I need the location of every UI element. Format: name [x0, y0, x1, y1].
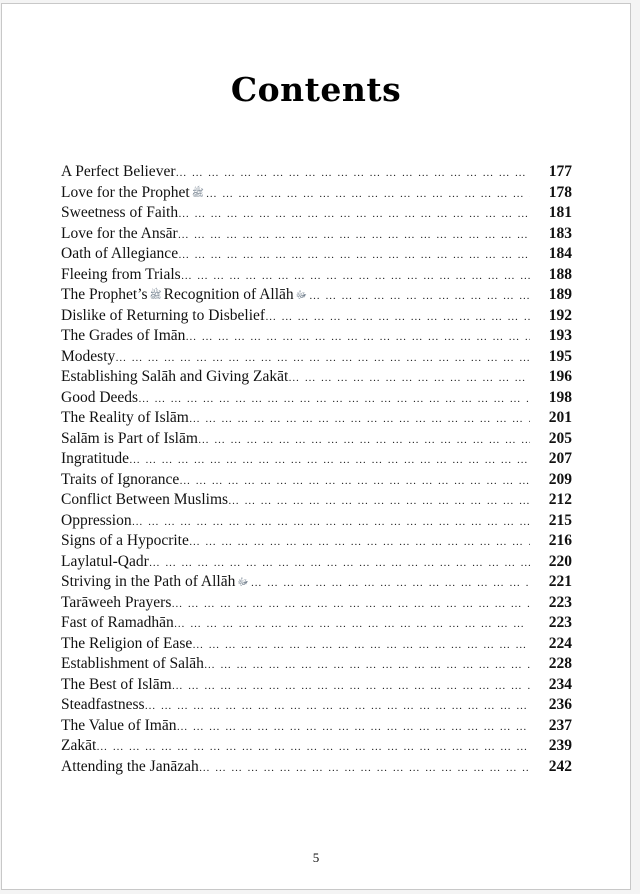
toc-entry-title [61, 511, 132, 532]
dot-leader [145, 696, 530, 716]
dot-leader [179, 471, 530, 491]
toc-entry[interactable] [61, 326, 572, 347]
toc-entry[interactable] [61, 367, 572, 388]
dot-leader [115, 348, 530, 368]
toc-entry-page-number: 209 [548, 470, 572, 488]
toc-entry-page-number: 216 [548, 532, 572, 549]
toc-entry[interactable] [61, 572, 572, 593]
toc-entry[interactable] [61, 224, 572, 245]
toc-entry[interactable] [61, 429, 572, 450]
toc-entry-title [61, 675, 172, 696]
toc-entry-page-number: 212 [548, 491, 572, 508]
dot-leader [132, 512, 530, 532]
toc-entry[interactable] [61, 470, 572, 491]
toc-entry-title-text: Traits of Ignorance [61, 470, 180, 488]
toc-entry-title [61, 572, 251, 593]
toc-entry-title-text: Salām is Part of Islām [61, 429, 198, 447]
toc-entry-title-text: Ingratitude [61, 450, 130, 467]
toc-entry-page-number: 193 [548, 327, 572, 344]
dot-leader [96, 737, 530, 757]
toc-entry-page-number: 177 [548, 163, 572, 180]
toc-entry-title-text: The Prophet’s [61, 286, 148, 303]
toc-entry[interactable] [61, 388, 572, 409]
toc-entry-title-text: The Grades of Imān [61, 327, 186, 344]
document-page [1, 3, 631, 890]
toc-entry-title [61, 490, 228, 511]
toc-entry-page-number: 184 [548, 245, 572, 262]
toc-entry-title [61, 285, 309, 306]
toc-entry[interactable] [61, 736, 572, 757]
toc-entry-title [61, 306, 265, 327]
toc-entry-title-text: Tarāweeh Prayers [61, 593, 172, 611]
toc-entry[interactable] [61, 265, 572, 286]
toc-entry-title-text: Good Deeds [61, 388, 139, 406]
toc-entry[interactable] [61, 449, 572, 470]
toc-entry-title-text: Steadfastness [61, 696, 145, 713]
toc-entry-page-number: 239 [548, 737, 572, 754]
toc-entry-title [61, 347, 115, 368]
toc-entry-page-number: 183 [548, 224, 572, 242]
page-number: 5 [312, 850, 320, 865]
toc-entry-title-text: The Religion of Ease [61, 634, 193, 652]
toc-entry-title [61, 613, 174, 634]
dot-leader [204, 655, 530, 675]
toc-entry-title-text: Establishment of Salāh [61, 655, 204, 672]
toc-entry[interactable] [61, 757, 572, 778]
toc-entry-title [61, 388, 138, 409]
toc-entry-title-text: Sweetness of Faith [61, 204, 179, 221]
toc-entry-title [61, 367, 288, 388]
toc-entry-page-number: 223 [548, 593, 572, 611]
dot-leader [177, 717, 531, 737]
toc-entry[interactable] [61, 552, 572, 573]
toc-entry[interactable] [61, 511, 572, 532]
dot-leader [178, 245, 530, 265]
toc-entry-title-text: Attending the Janāzah [61, 757, 199, 775]
toc-entry[interactable] [61, 162, 572, 183]
toc-entry-page-number: 189 [548, 286, 572, 303]
toc-entry-title-text: Modesty [61, 347, 116, 365]
toc-entry-title-text: Conflict Between Muslims [61, 491, 229, 508]
toc-entry[interactable] [61, 675, 572, 696]
dot-leader [178, 204, 530, 224]
dot-leader [251, 573, 530, 593]
toc-entry[interactable] [61, 531, 572, 552]
toc-entry-page-number: 192 [548, 306, 572, 324]
dot-leader [178, 225, 530, 245]
toc-entry-title-text: Love for the Prophet [61, 183, 190, 201]
toc-entry-title-text: Fast of Ramadhān [61, 614, 174, 631]
dot-leader [171, 594, 530, 614]
toc-entry-page-number: 188 [548, 265, 572, 283]
toc-entry-title [61, 449, 129, 470]
toc-entry-page-number: 223 [548, 614, 572, 631]
toc-entry-title [61, 183, 206, 204]
dot-leader [189, 532, 530, 552]
toc-entry[interactable] [61, 716, 572, 737]
toc-entry-page-number: 242 [548, 757, 572, 775]
toc-entry-page-number: 178 [548, 183, 572, 201]
page-title: Contents [230, 70, 402, 109]
toc-entry-page-number: 237 [548, 716, 572, 734]
toc-entry-title-text: Fleeing from Trials [61, 265, 181, 283]
dot-leader [265, 307, 530, 327]
toc-entry[interactable] [61, 613, 572, 634]
toc-entry-page-number: 234 [548, 675, 572, 693]
dot-leader [189, 409, 530, 429]
toc-entry-title-text: Laylatul-Qadr [61, 552, 149, 570]
toc-entry-title-text: Zakāt [61, 737, 97, 754]
dot-leader [309, 286, 530, 306]
toc-entry-title [61, 736, 96, 757]
toc-entry-title [61, 654, 204, 675]
toc-entry[interactable] [61, 203, 572, 224]
dot-leader [172, 676, 530, 696]
toc-entry-page-number: 181 [548, 204, 572, 221]
toc-entry-title [61, 326, 185, 347]
toc-entry[interactable] [61, 183, 572, 204]
toc-entry-page-number: 196 [548, 368, 572, 385]
toc-entry-title [61, 634, 192, 655]
honorific-icon: ﷻ [295, 290, 307, 301]
toc-entry-page-number: 224 [548, 634, 572, 652]
toc-entry-title-text: Signs of a Hypocrite [61, 532, 189, 549]
toc-entry-title [61, 716, 177, 737]
toc-entry-title-continued: Recognition of Allāh [163, 286, 294, 303]
toc-entry-page-number: 205 [548, 429, 572, 447]
honorific-icon: ﷺ [191, 187, 204, 199]
dot-leader [192, 635, 530, 655]
toc-entry[interactable] [61, 593, 572, 614]
toc-entry-page-number: 207 [548, 450, 572, 467]
honorific-icon: ﷺ [149, 290, 162, 301]
toc-entry[interactable] [61, 408, 572, 429]
toc-entry[interactable] [61, 695, 572, 716]
toc-entry-title-text: The Best of Islām [61, 675, 172, 693]
toc-entry[interactable] [61, 490, 572, 511]
toc-entry-page-number: 228 [548, 655, 572, 672]
toc-entry-title-text: The Value of Imān [61, 716, 177, 734]
toc-entry-page-number: 195 [548, 347, 572, 365]
toc-entry-title-text: Dislike of Returning to Disbelief [61, 306, 266, 324]
toc-entry[interactable] [61, 347, 572, 368]
dot-leader [175, 163, 530, 183]
toc-entry-title [61, 162, 175, 183]
toc-entry-title-text: Love for the Ansār [61, 224, 178, 242]
toc-entry-title [61, 470, 179, 491]
dot-leader [138, 389, 530, 409]
toc-entry-title [61, 429, 198, 450]
toc-entry-title [61, 244, 178, 265]
toc-entry-title-text: The Reality of Islām [61, 409, 189, 426]
dot-leader [288, 368, 530, 388]
toc-entry[interactable] [61, 306, 572, 327]
dot-leader [228, 491, 530, 511]
toc-entry-page-number: 198 [548, 388, 572, 406]
toc-entry-page-number: 201 [548, 409, 572, 426]
dot-leader [181, 266, 530, 286]
toc-entry-title [61, 593, 171, 614]
dot-leader [149, 553, 530, 573]
toc-entry-page-number: 215 [548, 511, 572, 529]
toc-entry-title [61, 203, 178, 224]
dot-leader [206, 184, 530, 204]
toc-entry-title-text: Oath of Allegiance [61, 245, 179, 262]
toc-entry-title [61, 552, 149, 573]
dot-leader [129, 450, 530, 470]
toc-entry-title-text: Establishing Salāh and Giving Zakāt [61, 368, 289, 385]
honorific-icon: ﷻ [237, 577, 249, 588]
dot-leader [174, 614, 530, 634]
toc-entry[interactable] [61, 244, 572, 265]
toc-entry-page-number: 220 [548, 552, 572, 570]
table-of-contents [61, 162, 572, 777]
toc-entry-title [61, 224, 178, 245]
toc-entry-title-text: Oppression [61, 511, 132, 529]
toc-entry-title-text: A Perfect Believer [61, 163, 176, 180]
toc-entry-title [61, 408, 189, 429]
toc-entry-title [61, 695, 145, 716]
toc-entry[interactable] [61, 634, 572, 655]
toc-entry-title [61, 757, 199, 778]
toc-entry-page-number: 236 [548, 696, 572, 713]
toc-entry-page-number: 221 [548, 573, 572, 590]
toc-entry[interactable] [61, 654, 572, 675]
toc-entry-title [61, 265, 181, 286]
toc-entry-title [61, 531, 189, 552]
dot-leader [199, 758, 530, 778]
toc-entry[interactable] [61, 285, 572, 306]
dot-leader [185, 327, 530, 347]
toc-entry-title-text: Striving in the Path of Allāh [61, 573, 236, 590]
dot-leader [198, 430, 530, 450]
